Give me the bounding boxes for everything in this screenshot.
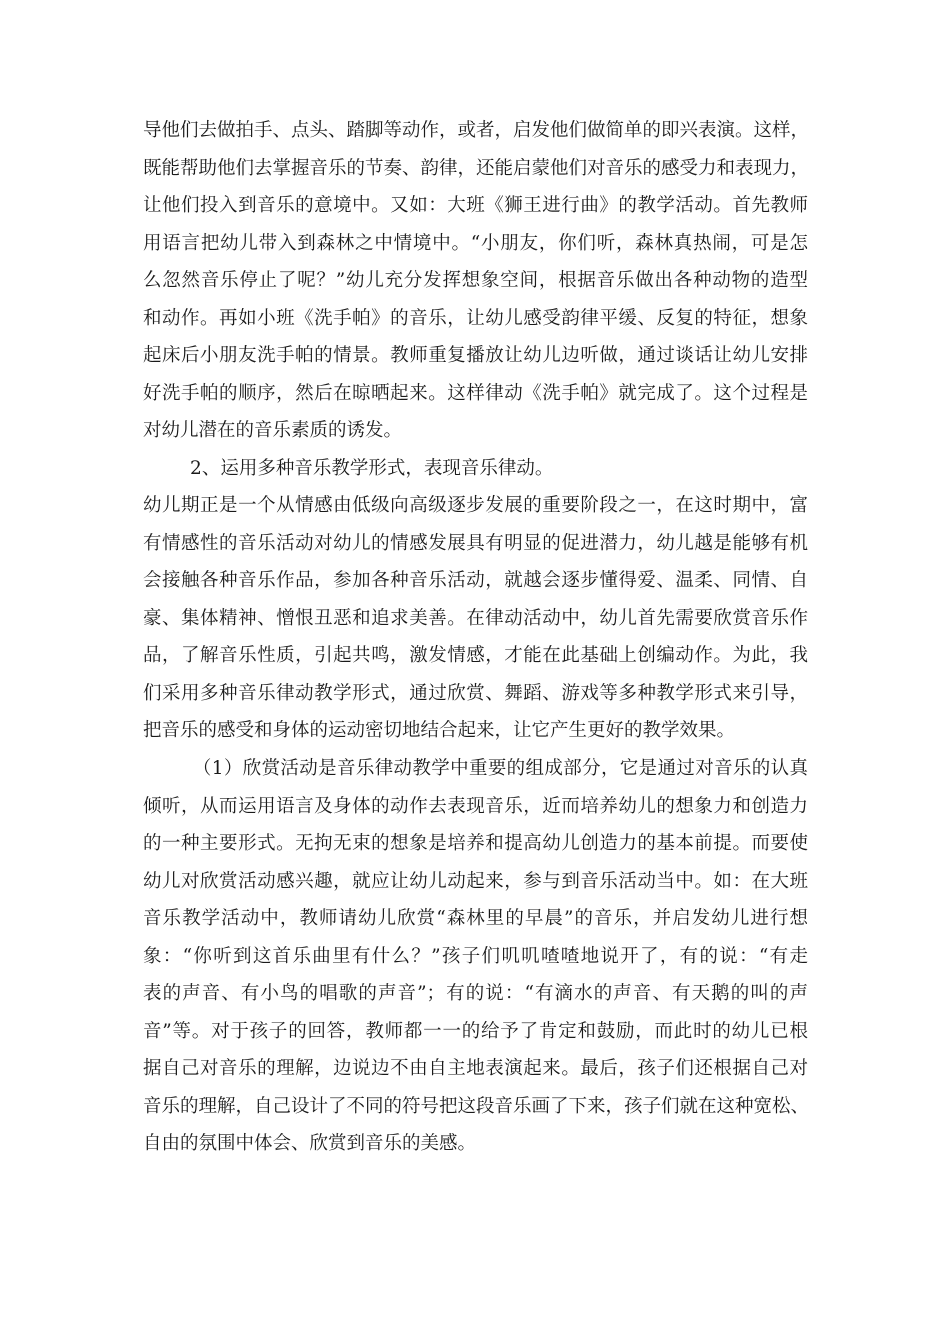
text-line: 导他们去做拍手、点头、踏脚等动作，或者，启发他们做简单的即兴表演。这样， [143, 120, 810, 141]
text-line: 象：“你听到这首乐曲里有什么？”孩子们叽叽喳喳地说开了，有的说：“有走 [143, 945, 808, 967]
text-line: 自由的氛围中体会、欣赏到音乐的美感。 [143, 1133, 477, 1154]
text-line: 和动作。再如小班《洗手帕》的音乐，让幼儿感受韵律平缓、反复的特征，想象 [143, 307, 808, 329]
text-line: 幼儿期正是一个从情感由低级向高级逐步发展的重要阶段之一，在这时期中，富 [143, 495, 808, 516]
text-line: 对幼儿潜在的音乐素质的诱发。 [143, 420, 403, 441]
text-line: 倾听，从而运用语言及身体的动作去表现音乐，近而培养幼儿的想象力和创造力 [143, 795, 808, 817]
text-line: 的一种主要形式。无拘无束的想象是培养和提高幼儿创造力的基本前提。而要使 [143, 833, 808, 854]
text-line: 音乐的理解，自己设计了不同的符号把这段音乐画了下来，孩子们就在这种宽松、 [143, 1095, 810, 1117]
text-line: 起床后小朋友洗手帕的情景。教师重复播放让幼儿边听做，通过谈话让幼儿安排 [143, 345, 808, 366]
paragraph [143, 112, 808, 450]
text-line: 用语言把幼儿带入到森林之中情境中。“小朋友，你们听，森林真热闹，可是怎 [143, 232, 808, 254]
text-line: 把音乐的感受和身体的运动密切地结合起来，让它产生更好的教学效果。 [143, 720, 736, 741]
text-line: 豪、集体精神、憎恨丑恶和追求美善。在律动活动中，幼儿首先需要欣赏音乐作 [143, 607, 808, 629]
text-line: 好洗手帕的顺序，然后在晾晒起来。这样律动《洗手帕》就完成了。这个过程是 [143, 382, 808, 404]
text-line: 品，了解音乐性质，引起共鸣，激发情感，才能在此基础上创编动作。为此，我 [143, 645, 808, 666]
text-line: 有情感性的音乐活动对幼儿的情感发展具有明显的促进潜力，幼儿越是能够有机 [143, 532, 808, 554]
paragraph [143, 750, 808, 1163]
paragraph [143, 487, 808, 750]
text-line: 2、运用多种音乐教学形式，表现音乐律动。 [143, 458, 554, 479]
section-heading [143, 450, 808, 488]
text-line: （1）欣赏活动是音乐律动教学中重要的组成部分，它是通过对音乐的认真 [143, 758, 808, 779]
text-line: 们采用多种音乐律动教学形式，通过欣赏、舞蹈、游戏等多种教学形式来引导， [143, 682, 808, 704]
text-line: 音”等。对于孩子的回答，教师都一一的给予了肯定和鼓励，而此时的幼儿已根 [143, 1020, 808, 1042]
text-line: 会接触各种音乐作品，参加各种音乐活动，就越会逐步懂得爱、温柔、同情、自 [143, 570, 808, 591]
text-line: 表的声音、有小鸟的唱歌的声音”；有的说：“有滴水的声音、有天鹅的叫的声 [143, 983, 808, 1004]
text-line: 据自己对音乐的理解，边说边不由自主地表演起来。最后，孩子们还根据自己对 [143, 1058, 808, 1079]
text-line: 么忽然音乐停止了呢？”幼儿充分发挥想象空间，根据音乐做出各种动物的造型 [143, 270, 808, 291]
text-line: 让他们投入到音乐的意境中。又如：大班《狮王进行曲》的教学活动。首先教师 [143, 195, 808, 216]
text-line: 音乐教学活动中，教师请幼儿欣赏“森林里的早晨”的音乐，并启发幼儿进行想 [143, 908, 808, 929]
text-line: 幼儿对欣赏活动感兴趣，就应让幼儿动起来，参与到音乐活动当中。如：在大班 [143, 870, 808, 892]
text-line: 既能帮助他们去掌握音乐的节奏、韵律，还能启蒙他们对音乐的感受力和表现力， [143, 157, 810, 179]
